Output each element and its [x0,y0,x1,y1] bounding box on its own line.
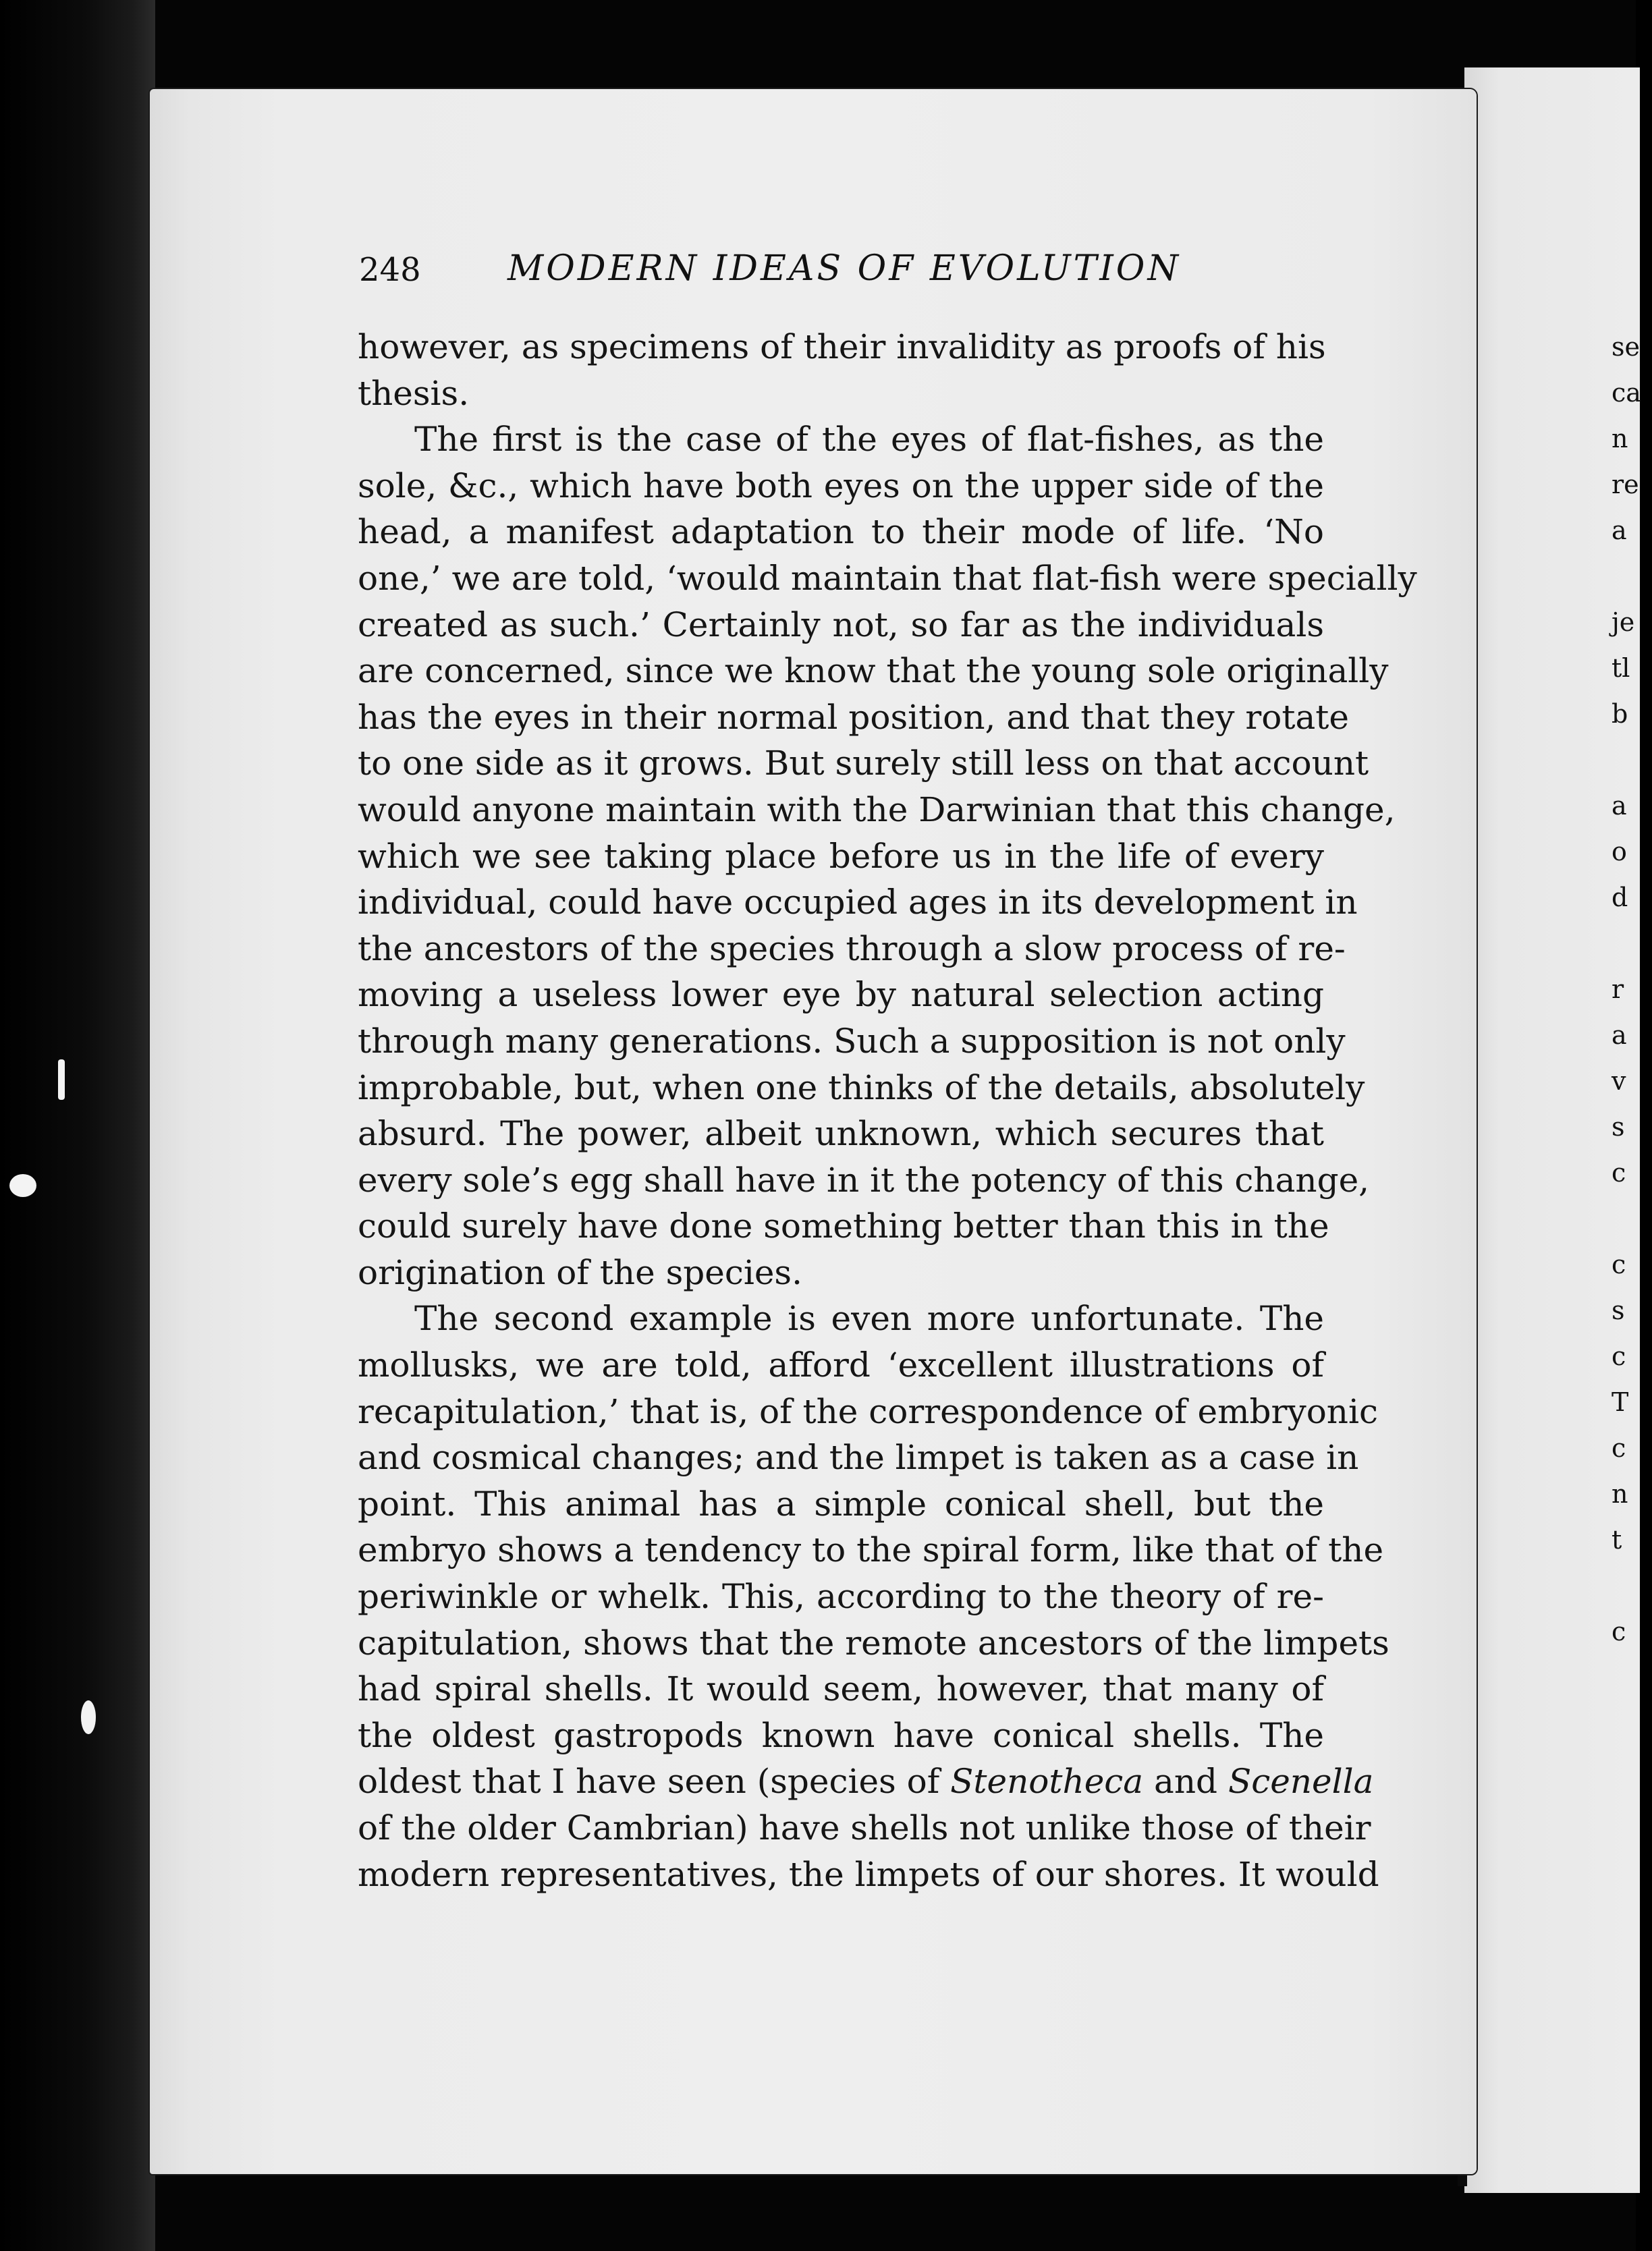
facing-letter: c [1612,1433,1626,1463]
text-line: head, a manifest adaptation to their mode of life. ‘No [358,512,1324,552]
text-line: the ancestors of the species through a slow process of re- [358,928,1346,968]
facing-letter: c [1612,1341,1626,1371]
text-line: modern representatives, the limpets of our shores. It would [358,1854,1379,1894]
facing-letter [1612,1563,1652,1609]
binding-speck [81,1700,96,1734]
facing-letter: je [1612,607,1635,637]
text-line: could surely have done something better than this in the [358,1206,1329,1246]
text-line: absurd. The power, albeit unknown, which secures that [358,1114,1324,1154]
page-header [359,243,1338,297]
text-line: mollusks, we are told, afford ‘excellent illustrations of [358,1345,1324,1385]
text-line: has the eyes in their normal position, and that they rotate [358,697,1349,737]
text-line: through many generations. Such a supposition is not only [358,1021,1346,1061]
facing-page-text [1612,324,1652,1655]
facing-letter [1612,553,1652,599]
text-line: the oldest gastropods known have conical shells. The [358,1715,1324,1755]
facing-letter: re [1612,470,1639,499]
facing-letter [1612,1196,1652,1242]
facing-letter: a [1612,791,1627,821]
text-line: and cosmical changes; and the limpet is taken as a case in [358,1438,1359,1478]
text-line: created as such.’ Certainly not, so far as the individuals [358,605,1324,644]
facing-letter: v [1612,1066,1626,1096]
text-line: every sole’s egg shall have in it the potency of this change, [358,1160,1370,1200]
running-title: MODERN IDEAS OF EVOLUTION [507,248,1181,289]
facing-letter: r [1612,974,1624,1004]
facing-letter [1612,737,1652,783]
text-line: one,’ we are told, ‘would maintain that flat-fish were specially [358,558,1417,598]
text-line: point. This animal has a simple conical shell, but the [358,1484,1324,1524]
text-line: improbable, but, when one thinks of the details, absolutely [358,1067,1365,1107]
facing-letter: se [1612,332,1640,362]
facing-letter: tl [1612,653,1630,683]
text-line: The second example is even more unfortunate. The [414,1299,1324,1339]
binding-speck [9,1174,36,1197]
text-line: which we see taking place before us in the life of every [358,836,1324,876]
text-line: thesis. [358,373,470,413]
text-line-with-italics [358,1758,1374,1805]
text-line: would anyone maintain with the Darwinian that this change, [358,789,1396,829]
text-line: moving a useless lower eye by natural selection acting [358,975,1324,1015]
text-line: embryo shows a tendency to the spiral form, like that of the [358,1530,1384,1570]
facing-letter: ca [1612,378,1641,408]
text-line: are concerned, since we know that the young sole originally [358,651,1389,691]
text-line: of the older Cambrian) have shells not unlike those of their [358,1808,1371,1847]
text-line: had spiral shells. It would seem, however, that many of [358,1669,1324,1709]
text-line: however, as specimens of their invalidity as proofs of his [358,327,1326,366]
text-line: recapitulation,’ that is, of the correspondence of embryonic [358,1391,1378,1431]
text-line: sole, &c., which have both eyes on the upper side of the [358,466,1324,505]
text-line: origination of the species. [358,1252,802,1292]
book-binding-edge [0,0,155,2251]
facing-letter: s [1612,1296,1625,1325]
text-segment: and [1154,1762,1218,1802]
facing-letter [1612,920,1652,966]
genus-name-italic: Scenella [1228,1762,1374,1802]
text-line: periwinkle or whelk. This, according to the theory of re- [358,1577,1324,1617]
facing-letter: a [1612,516,1627,545]
binding-speck [58,1059,65,1100]
text-segment: oldest that I have seen (species of [358,1762,940,1802]
page-number: 248 [359,251,421,289]
facing-letter: T [1612,1387,1629,1417]
text-line: individual, could have occupied ages in its development in [358,883,1358,922]
facing-letter: t [1612,1525,1622,1555]
text-line: The first is the case of the eyes of flat-fishes, as the [414,420,1324,460]
text-line: to one side as it grows. But surely still less on that account [358,744,1369,783]
body-text [358,324,1417,1897]
facing-letter: d [1612,883,1628,912]
facing-letter: o [1612,837,1627,866]
facing-letter: n [1612,1479,1628,1509]
facing-letter: c [1612,1250,1626,1279]
facing-letter: s [1612,1112,1625,1142]
facing-letter: n [1612,424,1628,453]
facing-letter: b [1612,699,1628,729]
facing-letter: c [1612,1617,1626,1646]
text-line: capitulation, shows that the remote ancestors of the limpets [358,1623,1389,1663]
facing-letter: c [1612,1158,1626,1188]
genus-name-italic: Stenotheca [950,1762,1144,1802]
facing-letter: a [1612,1020,1627,1050]
